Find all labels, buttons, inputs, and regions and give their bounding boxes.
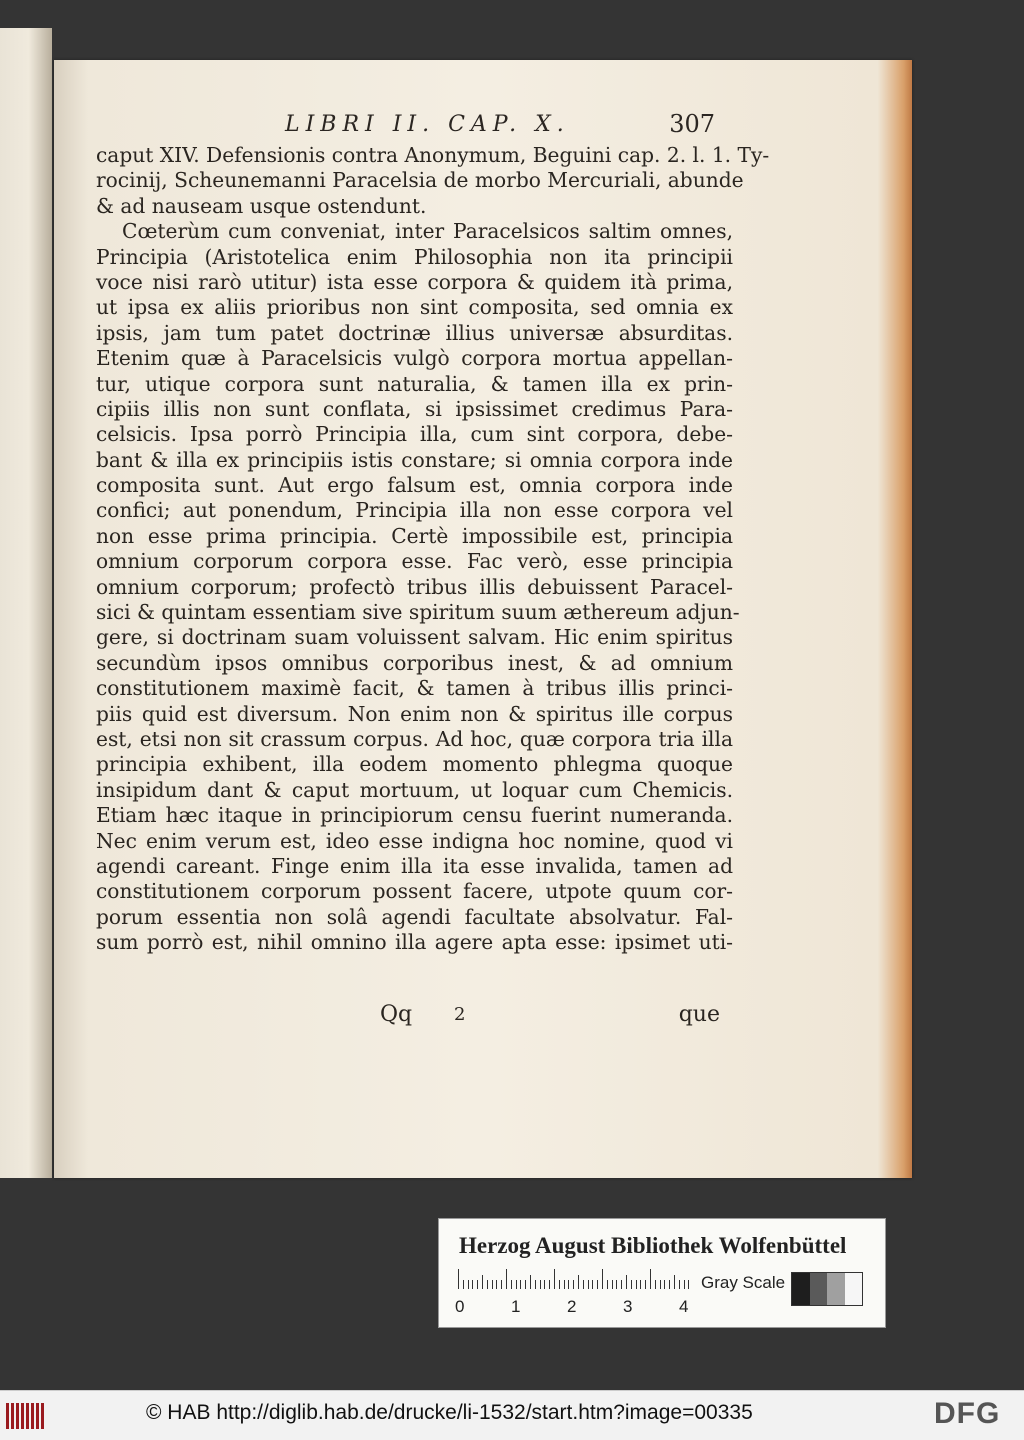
- text-line: constitutionem corporum possent facere, utpote quum cor-: [96, 879, 733, 904]
- ruler-tick: [477, 1280, 478, 1289]
- ruler-tick: [530, 1275, 531, 1289]
- text-line: principia exhibent, illa eodem momento phlegma quoque: [96, 752, 733, 777]
- ruler-tick: [626, 1275, 627, 1289]
- ruler-tick: [549, 1280, 550, 1289]
- text-line: gere, si doctrinam suam voluissent salvam. Hic enim spiritus: [96, 625, 733, 650]
- gray-swatch: [845, 1273, 863, 1305]
- text-line: insipidum dant & caput mortuum, ut loquar cum Chemicis.: [96, 777, 733, 802]
- ruler-number: 4: [679, 1297, 689, 1316]
- gray-scale-swatches: [791, 1272, 863, 1306]
- facing-page-edge: [0, 28, 52, 1178]
- ruler-tick: [664, 1280, 665, 1289]
- ruler-tick: [511, 1280, 512, 1289]
- ruler-tick: [640, 1280, 641, 1289]
- running-head-title: LIBRI II. CAP. X.: [285, 112, 570, 137]
- text-line: ut ipsa ex aliis prioribus non sint composita, sed omnia ex: [96, 295, 733, 320]
- ruler-tick: [684, 1280, 685, 1289]
- ruler-tick: [554, 1269, 555, 1289]
- ruler-tick: [669, 1280, 670, 1289]
- text-line: & ad nauseam usque ostendunt.: [96, 193, 427, 218]
- signature-number: 2: [454, 1004, 466, 1025]
- hab-logo-icon: [6, 1403, 46, 1429]
- text-line: sum porrò est, nihil omnino illa agere apta esse: ipsimet uti-: [96, 930, 733, 955]
- ruler-tick: [496, 1280, 497, 1289]
- text-line: Etenim quæ à Paracelsicis vulgò corpora mortua appellan-: [96, 346, 733, 371]
- gray-scale-label: Gray Scale: [701, 1273, 786, 1292]
- ruler-tick: [516, 1280, 517, 1289]
- ruler-tick: [492, 1280, 493, 1289]
- ruler-tick: [636, 1280, 637, 1289]
- ruler-tick: [540, 1280, 541, 1289]
- ruler-tick: [559, 1280, 560, 1289]
- text-line: bant & illa ex principiis istis constare; si omnia corpora inde: [96, 447, 733, 472]
- ruler-tick: [679, 1280, 680, 1289]
- ruler-numbers: [453, 1297, 713, 1319]
- ruler-tick: [525, 1280, 526, 1289]
- text-line: Nec enim verum est, ideo esse indigna hoc nomine, quod vi: [96, 828, 733, 853]
- ruler-tick: [501, 1280, 502, 1289]
- text-line: Etiam hæc itaque in principiorum censu fuerint numeranda.: [96, 803, 733, 828]
- ruler-tick: [602, 1269, 603, 1289]
- dfg-logo: DFG: [934, 1397, 1001, 1430]
- text-line: celsicis. Ipsa porrò Principia illa, cum sint corpora, debe-: [96, 422, 733, 447]
- ruler-tick: [592, 1280, 593, 1289]
- ruler-tick: [468, 1280, 469, 1289]
- gray-swatch: [827, 1273, 845, 1305]
- ruler-tick: [487, 1280, 488, 1289]
- ruler-tick: [616, 1280, 617, 1289]
- copyright-link[interactable]: © HAB http://diglib.hab.de/drucke/li-1532/start.htm?image=00335: [146, 1401, 753, 1424]
- ruler-tick: [688, 1280, 689, 1289]
- ruler-tick: [645, 1280, 646, 1289]
- ruler-tick: [655, 1280, 656, 1289]
- ruler-tick: [506, 1269, 507, 1289]
- ruler-tick: [458, 1269, 459, 1289]
- gray-swatch: [810, 1273, 828, 1305]
- ruler-number: 1: [511, 1297, 521, 1316]
- text-line: Principia (Aristotelica enim Philosophia non ita principii: [96, 244, 733, 269]
- text-line: tur, utique corpora sunt naturalia, & tamen illa ex prin-: [96, 371, 733, 396]
- viewer-footer: [0, 1390, 1024, 1440]
- ruler-tick: [472, 1280, 473, 1289]
- ruler-tick: [607, 1280, 608, 1289]
- ruler-number: 2: [567, 1297, 577, 1316]
- text-line: cipiis illis non sunt conflata, si ipsissimet credimus Para-: [96, 396, 733, 421]
- ruler-tick: [660, 1280, 661, 1289]
- ruler-tick: [564, 1280, 565, 1289]
- ruler-tick: [621, 1280, 622, 1289]
- text-line: Cœterùm cum conveniat, inter Paracelsicos saltim omnes,: [122, 219, 733, 244]
- ruler-tick: [650, 1269, 651, 1289]
- catchword: que: [678, 1002, 720, 1027]
- text-line: ipsis, jam tum patet doctrinæ illius universæ absurditas.: [96, 320, 733, 345]
- text-line: est, etsi non sit crassum corpus. Ad hoc, quæ corpora tria illa: [96, 726, 733, 751]
- text-line: non esse prima principia. Certè impossibile est, principia: [96, 523, 733, 548]
- text-line: secundùm ipsos omnibus corporibus inest, & ad omnium: [96, 650, 733, 675]
- gray-swatch: [792, 1273, 810, 1305]
- ruler-tick: [544, 1280, 545, 1289]
- ruler-tick: [583, 1280, 584, 1289]
- page-number: 307: [669, 110, 715, 138]
- ruler-tick: [573, 1280, 574, 1289]
- ruler-tick: [535, 1280, 536, 1289]
- ruler-number: 0: [455, 1297, 465, 1316]
- text-line: voce nisi rarò utitur) ista esse corpora & quidem ità prima,: [96, 269, 733, 294]
- body-text: [96, 143, 770, 956]
- text-line: omnium corporum corpora esse. Fac verò, esse principia: [96, 549, 733, 574]
- text-line: porum essentia non solâ agendi facultate absolvatur. Fal-: [96, 904, 733, 929]
- ruler-tick: [463, 1280, 464, 1289]
- page-footer-line: [380, 1002, 720, 1027]
- ruler-tick: [597, 1280, 598, 1289]
- ruler-scale: [458, 1269, 698, 1289]
- ruler-tick: [674, 1275, 675, 1289]
- ruler-tick: [631, 1280, 632, 1289]
- ruler-tick: [578, 1275, 579, 1289]
- text-line: sici & quintam essentiam sive spiritum suum æthereum adjun-: [96, 600, 740, 625]
- text-line: rocinij, Scheunemanni Paracelsia de morbo Mercuriali, abunde: [96, 168, 744, 193]
- text-line: caput XIV. Defensionis contra Anonymum, Beguini cap. 2. l. 1. Ty-: [96, 143, 770, 167]
- text-line: omnium corporum; profectò tribus illis debuissent Paracel-: [96, 574, 733, 599]
- ruler-tick: [612, 1280, 613, 1289]
- text-line: confici; aut ponendum, Principia illa non esse corpora vel: [96, 498, 733, 523]
- ruler-tick: [568, 1280, 569, 1289]
- ruler-number: 3: [623, 1297, 633, 1316]
- running-head: [285, 112, 715, 137]
- text-line: composita sunt. Aut ergo falsum est, omnia corpora inde: [96, 473, 733, 498]
- text-line: constitutionem maximè facit, & tamen à tribus illis princi-: [96, 676, 733, 701]
- text-line: agendi careant. Finge enim illa ita esse invalida, tamen ad: [96, 853, 733, 878]
- ruler-tick: [482, 1275, 483, 1289]
- signature-mark: Qq: [380, 1002, 413, 1027]
- text-line: piis quid est diversum. Non enim non & spiritus ille corpus: [96, 701, 733, 726]
- ruler-tick: [588, 1280, 589, 1289]
- library-name: Herzog August Bibliothek Wolfenbüttel: [459, 1233, 847, 1258]
- reference-card: [438, 1218, 886, 1328]
- ruler-tick: [520, 1280, 521, 1289]
